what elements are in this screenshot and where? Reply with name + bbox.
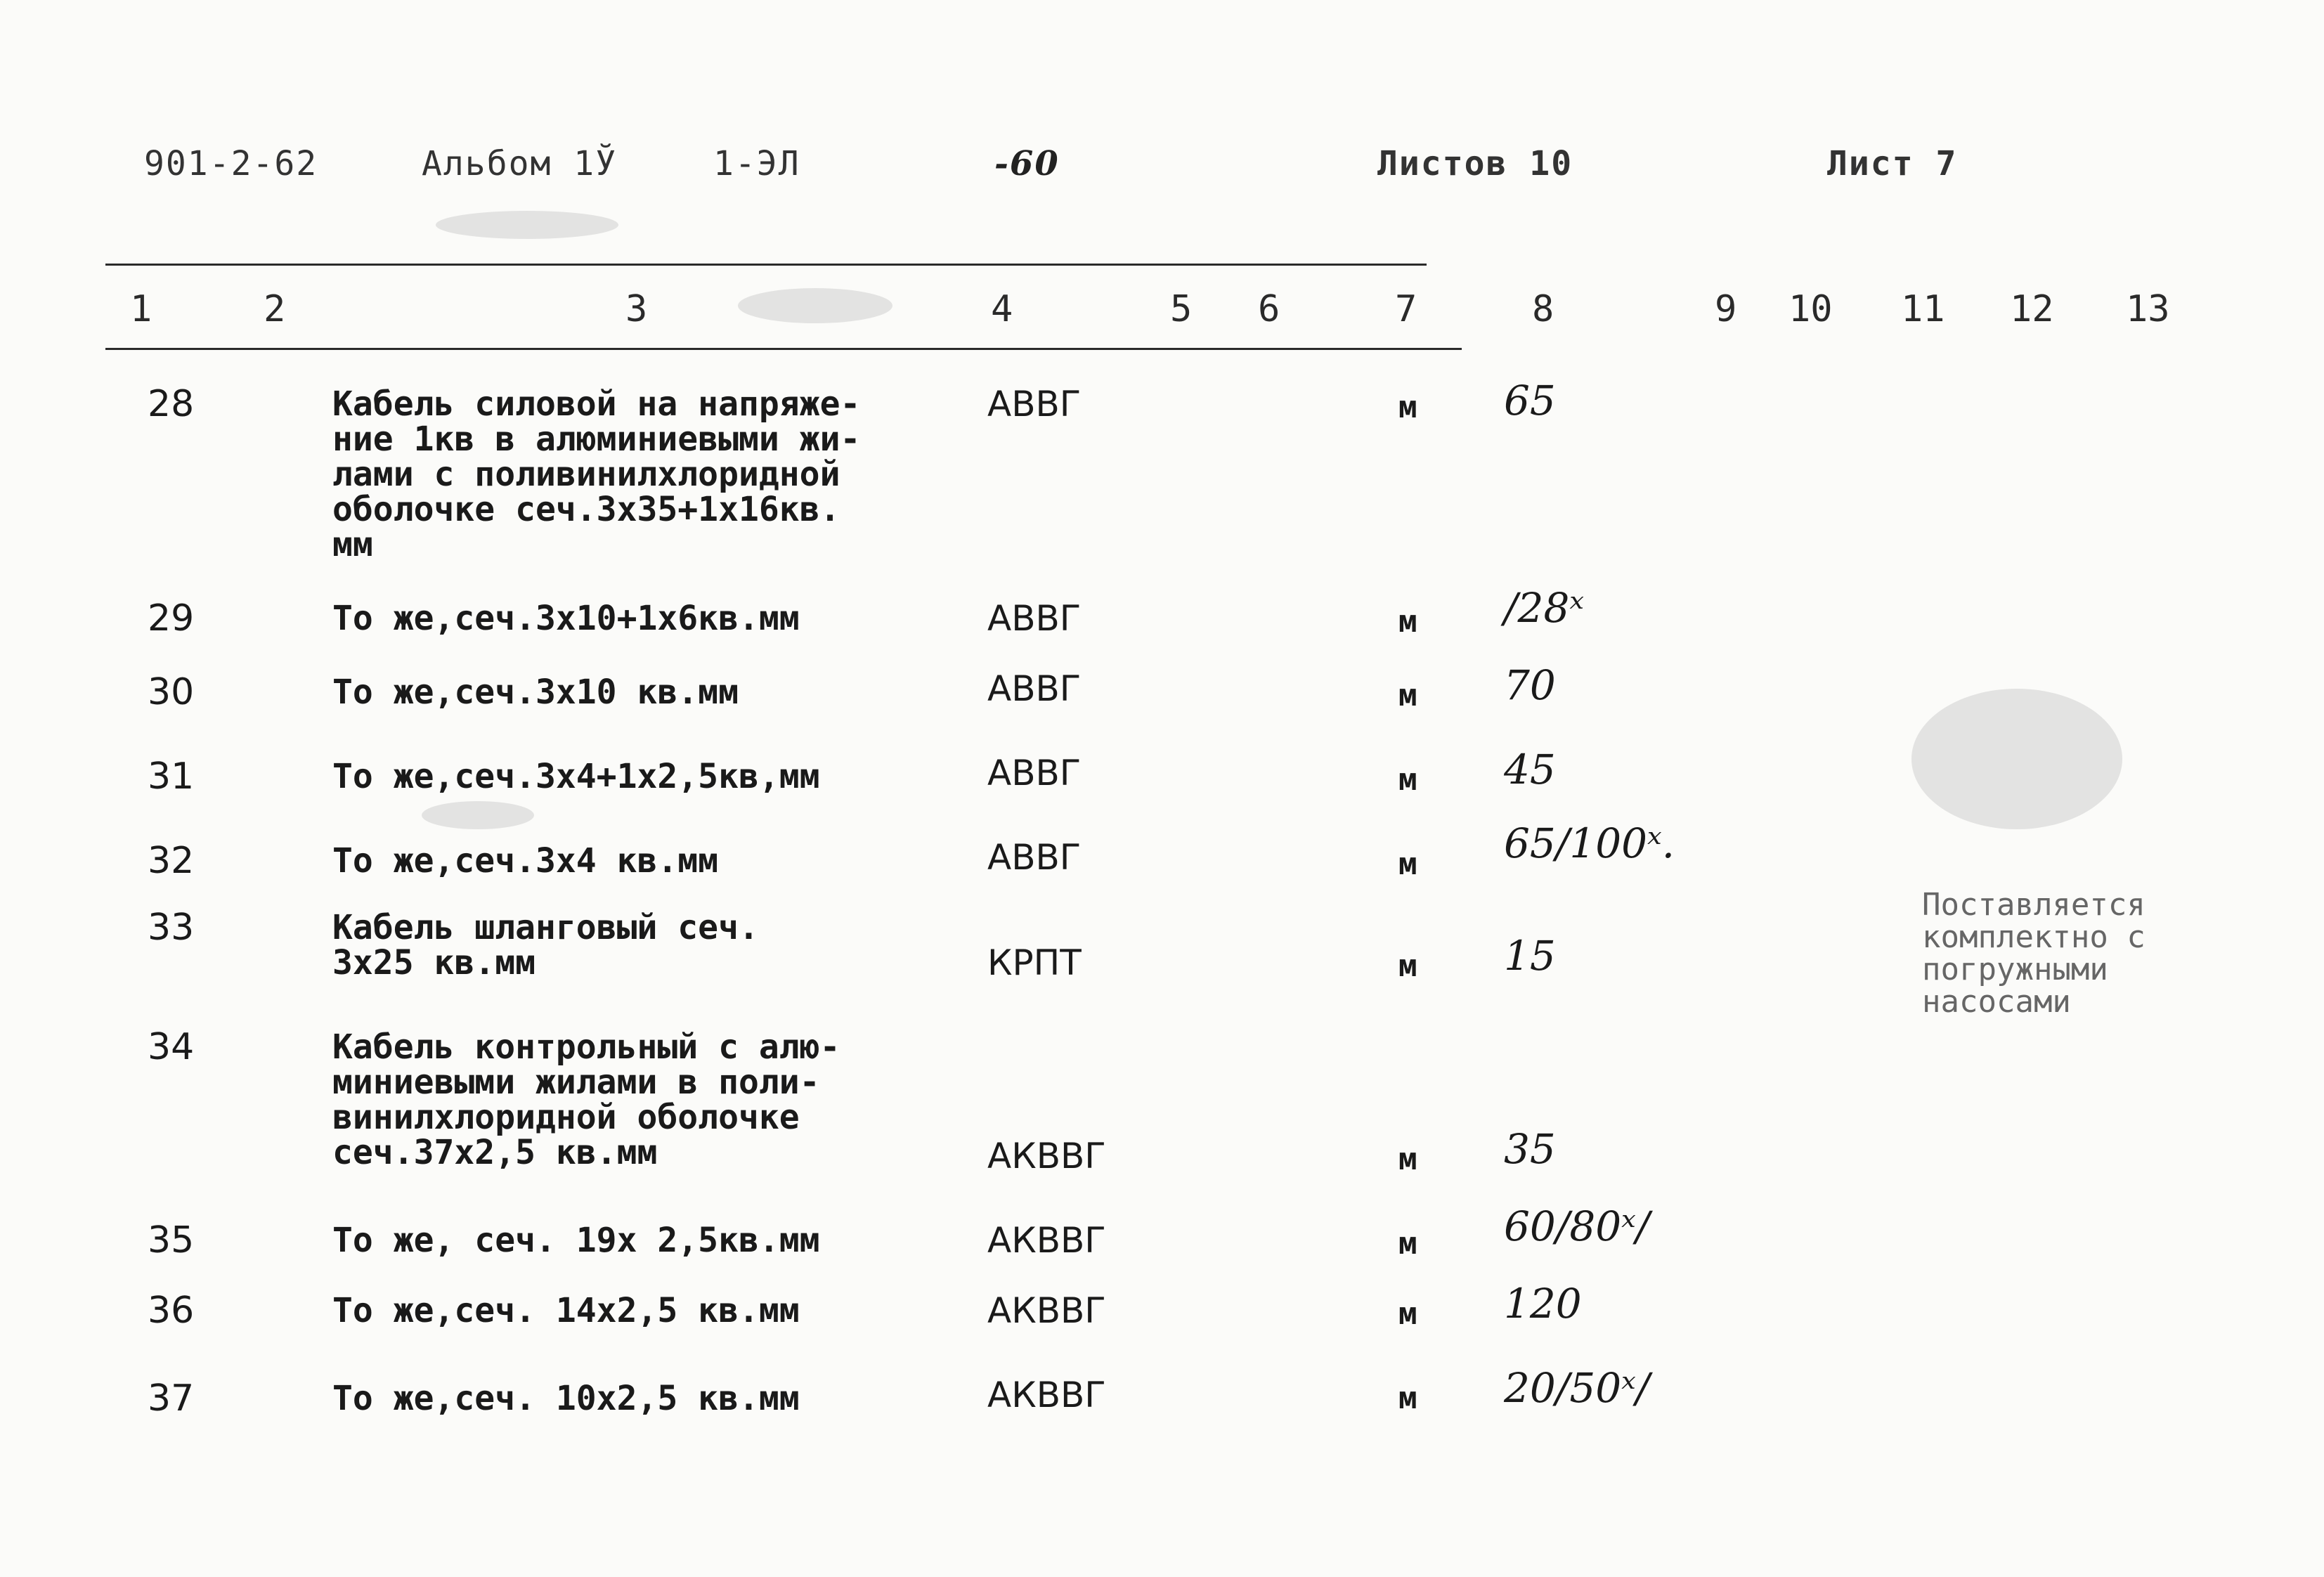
scan-noise bbox=[422, 801, 534, 829]
column-number: 6 bbox=[1258, 288, 1280, 330]
item-code: АКВВГ bbox=[987, 1136, 1106, 1176]
item-unit: м bbox=[1398, 1141, 1417, 1177]
row-number: 32 bbox=[148, 840, 195, 882]
column-number: 2 bbox=[264, 288, 286, 330]
item-code: АВВГ bbox=[987, 753, 1082, 793]
item-name: Кабель шланговый сеч. 3х25 кв.мм bbox=[332, 908, 759, 982]
part-label: 1-ЭЛ bbox=[713, 144, 800, 183]
row-number: 34 bbox=[148, 1026, 195, 1068]
item-code: АВВГ bbox=[987, 668, 1082, 709]
row-number: 30 bbox=[148, 671, 195, 713]
column-number: 13 bbox=[2126, 288, 2170, 330]
item-code: АВВГ bbox=[987, 598, 1082, 639]
column-number: 5 bbox=[1170, 288, 1193, 330]
row-number: 28 bbox=[148, 383, 195, 425]
item-name: То же,сеч. 10х2,5 кв.мм bbox=[332, 1379, 800, 1418]
item-quantity: 15 bbox=[1504, 932, 1556, 980]
item-unit: м bbox=[1398, 677, 1417, 713]
item-unit: м bbox=[1398, 1296, 1417, 1332]
column-number: 10 bbox=[1789, 288, 1833, 330]
row-number: 33 bbox=[148, 907, 195, 949]
item-quantity: 65/100ˣ. bbox=[1504, 819, 1675, 867]
item-code: АКВВГ bbox=[987, 1220, 1106, 1261]
item-quantity: 35 bbox=[1504, 1125, 1556, 1173]
item-name: То же,сеч.3х10+1х6кв.мм bbox=[332, 599, 800, 638]
item-name: То же,сеч. 14х2,5 кв.мм bbox=[332, 1291, 800, 1330]
item-code: АВВГ bbox=[987, 384, 1082, 424]
sheets-total: Листов 10 bbox=[1377, 144, 1573, 183]
item-quantity: 120 bbox=[1504, 1280, 1582, 1328]
row-number: 29 bbox=[148, 597, 195, 640]
doc-code: 901-2-62 bbox=[144, 144, 318, 183]
item-unit: м bbox=[1398, 846, 1417, 882]
item-name: То же,сеч.3х10 кв.мм bbox=[332, 673, 739, 712]
column-number: 11 bbox=[1901, 288, 1945, 330]
item-quantity: 70 bbox=[1504, 661, 1556, 709]
item-name: То же,сеч.3х4+1х2,5кв,мм bbox=[332, 757, 820, 796]
item-quantity: 60/80ˣ/ bbox=[1504, 1202, 1650, 1250]
row-number: 31 bbox=[148, 755, 195, 798]
item-unit: м bbox=[1398, 604, 1417, 640]
item-name: То же, сеч. 19х 2,5кв.мм bbox=[332, 1221, 820, 1260]
item-unit: м bbox=[1398, 948, 1417, 984]
column-number: 12 bbox=[2010, 288, 2054, 330]
column-number: 7 bbox=[1395, 288, 1417, 330]
supply-note: Поставляется комплектно с погружными насосами bbox=[1922, 887, 2146, 1020]
column-number: 3 bbox=[625, 288, 648, 330]
item-quantity: 65 bbox=[1504, 377, 1556, 424]
page-number-handwritten: -60 bbox=[994, 144, 1060, 183]
row-number: 35 bbox=[148, 1219, 195, 1261]
item-unit: м bbox=[1398, 762, 1417, 798]
column-number: 4 bbox=[991, 288, 1013, 330]
item-code: АКВВГ bbox=[987, 1290, 1106, 1331]
scan-noise bbox=[436, 211, 618, 239]
item-quantity: 20/50ˣ/ bbox=[1504, 1364, 1650, 1412]
item-code: АКВВГ bbox=[987, 1375, 1106, 1415]
item-code: КРПТ bbox=[987, 942, 1082, 983]
scan-noise bbox=[738, 288, 892, 323]
header-top-rule bbox=[105, 264, 1427, 266]
row-number: 37 bbox=[148, 1377, 195, 1420]
column-number: 8 bbox=[1532, 288, 1554, 330]
item-name: Кабель силовой на напряже- ние 1кв в алюминиевыми жи- лами с поливинилхлоридной оболочке сеч.3х35+1х16кв. мм bbox=[332, 384, 861, 564]
sheet-number: Лист 7 bbox=[1827, 144, 1958, 183]
album-label: Альбом 1Ў bbox=[422, 144, 618, 183]
item-code: АВВГ bbox=[987, 837, 1082, 878]
item-unit: м bbox=[1398, 389, 1417, 425]
item-unit: м bbox=[1398, 1226, 1417, 1261]
row-number: 36 bbox=[148, 1290, 195, 1332]
header-bottom-rule bbox=[105, 348, 1462, 350]
item-unit: м bbox=[1398, 1380, 1417, 1416]
column-number: 1 bbox=[130, 288, 152, 330]
item-name: Кабель контрольный с алю- миниевыми жилами в поли- винилхлоридной оболочке сеч.37х2,5 кв.мм bbox=[332, 1027, 840, 1172]
item-quantity: 45 bbox=[1504, 746, 1556, 793]
column-number: 9 bbox=[1715, 288, 1737, 330]
item-name: То же,сеч.3х4 кв.мм bbox=[332, 841, 719, 881]
item-quantity: /28ˣ bbox=[1504, 584, 1584, 632]
scan-noise bbox=[1911, 689, 2122, 829]
